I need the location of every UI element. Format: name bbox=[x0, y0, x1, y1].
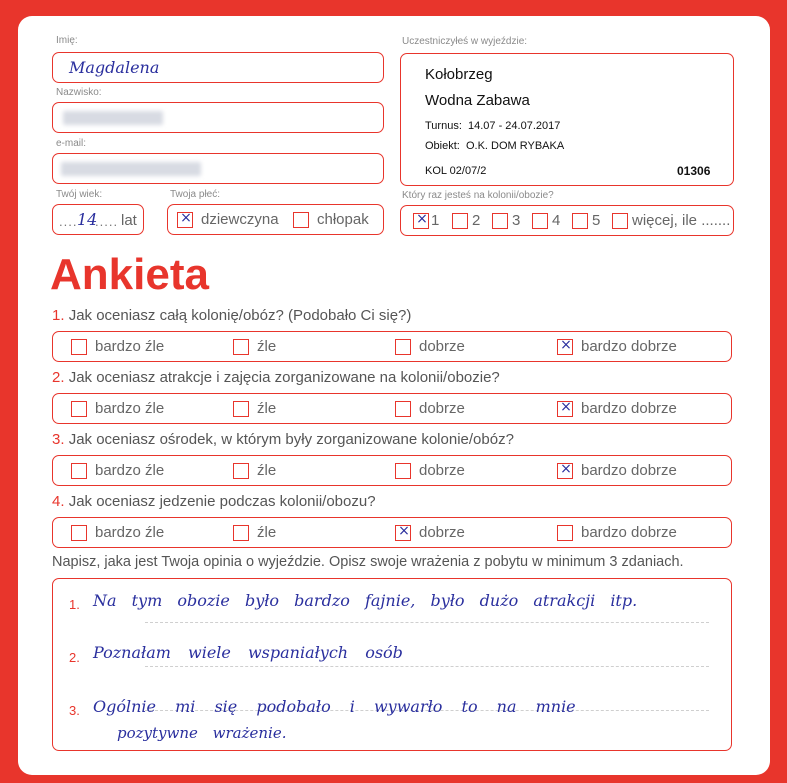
rating-checkbox[interactable] bbox=[71, 525, 87, 541]
trip-info-box bbox=[400, 53, 734, 186]
check-mark-icon: × bbox=[560, 337, 572, 353]
answer-number-3: 3. bbox=[69, 703, 80, 718]
rating-option-label: bardzo źle bbox=[95, 524, 165, 541]
rating-checkbox[interactable] bbox=[395, 525, 411, 541]
times-option-1: 1 bbox=[431, 212, 440, 229]
question-4 bbox=[52, 493, 376, 510]
times-checkbox-3[interactable] bbox=[492, 213, 508, 229]
question-3-options bbox=[52, 455, 732, 486]
times-checkbox-4[interactable] bbox=[532, 213, 548, 229]
rating-checkbox[interactable] bbox=[233, 401, 249, 417]
age-field[interactable]: .... 14 ..... lat bbox=[52, 204, 144, 235]
survey-title: Ankieta bbox=[50, 250, 209, 299]
rating-checkbox[interactable] bbox=[557, 339, 573, 355]
times-checkbox-5[interactable] bbox=[572, 213, 588, 229]
rating-option-label: źle bbox=[257, 462, 277, 479]
survey-card bbox=[18, 16, 770, 775]
times-field bbox=[400, 205, 734, 236]
rating-checkbox[interactable] bbox=[557, 525, 573, 541]
question-number: 3. bbox=[52, 431, 65, 448]
gender-checkbox-male[interactable] bbox=[293, 212, 309, 228]
surname-field[interactable] bbox=[52, 102, 384, 133]
surname-label: Nazwisko: bbox=[56, 87, 102, 98]
rating-checkbox[interactable] bbox=[395, 401, 411, 417]
rating-checkbox[interactable] bbox=[395, 463, 411, 479]
rating-option-label: bardzo źle bbox=[95, 338, 165, 355]
answer-number-2: 2. bbox=[69, 650, 80, 665]
question-text: Jak oceniasz całą kolonię/obóz? (Podobało Ci się?) bbox=[68, 307, 412, 324]
name-field[interactable] bbox=[52, 52, 384, 83]
rating-option-label: bardzo dobrze bbox=[581, 338, 677, 355]
answer-3: Ogólnie mi się podobało i wywarło to na mnie bbox=[93, 697, 576, 716]
gender-option-female: dziewczyna bbox=[201, 211, 279, 228]
question-2-options bbox=[52, 393, 732, 424]
age-value: 14 bbox=[77, 210, 98, 229]
times-option-more: więcej, ile ....... bbox=[632, 212, 731, 229]
gender-label: Twoja płeć: bbox=[170, 189, 221, 200]
rating-option-label: dobrze bbox=[419, 400, 465, 417]
rating-checkbox[interactable] bbox=[71, 401, 87, 417]
rating-option-label: źle bbox=[257, 524, 277, 541]
rating-option-label: dobrze bbox=[419, 524, 465, 541]
rating-option-label: dobrze bbox=[419, 462, 465, 479]
times-option-2: 2 bbox=[472, 212, 481, 229]
rating-checkbox[interactable] bbox=[233, 339, 249, 355]
times-label: Który raz jesteś na kolonii/obozie? bbox=[402, 190, 554, 201]
gender-checkbox-female[interactable] bbox=[177, 212, 193, 228]
times-option-5: 5 bbox=[592, 212, 601, 229]
rating-option-label: bardzo dobrze bbox=[581, 524, 677, 541]
trip-turnus: Turnus: 14.07 - 24.07.2017 bbox=[425, 120, 561, 132]
check-mark-icon: × bbox=[560, 461, 572, 477]
answer-2: Poznałam wiele wspaniałych osób bbox=[93, 643, 403, 662]
times-option-3: 3 bbox=[512, 212, 521, 229]
surname-redacted bbox=[63, 111, 163, 125]
trip-number: 01306 bbox=[677, 164, 711, 178]
email-field[interactable] bbox=[52, 153, 384, 184]
rating-checkbox[interactable] bbox=[71, 463, 87, 479]
question-number: 4. bbox=[52, 493, 65, 510]
question-4-options bbox=[52, 517, 732, 548]
question-text: Jak oceniasz ośrodek, w którym były zorganizowane kolonie/obóz? bbox=[68, 431, 514, 448]
times-option-4: 4 bbox=[552, 212, 561, 229]
rating-checkbox[interactable] bbox=[233, 463, 249, 479]
rating-option-label: bardzo źle bbox=[95, 400, 165, 417]
trip-code: KOL 02/07/2 bbox=[425, 165, 487, 177]
question-number: 2. bbox=[52, 369, 65, 386]
answer-number-1: 1. bbox=[69, 597, 80, 612]
answer-3-continuation: pozytywne wrażenie. bbox=[117, 724, 287, 742]
question-text: Jak oceniasz atrakcje i zajęcia zorganizowane na kolonii/obozie? bbox=[68, 369, 500, 386]
rating-option-label: bardzo dobrze bbox=[581, 400, 677, 417]
email-label: e-mail: bbox=[56, 138, 87, 149]
rating-checkbox[interactable] bbox=[233, 525, 249, 541]
rating-checkbox[interactable] bbox=[557, 463, 573, 479]
rating-option-label: źle bbox=[257, 338, 277, 355]
age-label: Twój wiek: bbox=[56, 189, 103, 200]
rating-checkbox[interactable] bbox=[557, 401, 573, 417]
gender-field bbox=[167, 204, 384, 235]
rating-checkbox[interactable] bbox=[71, 339, 87, 355]
check-mark-icon: × bbox=[398, 523, 410, 539]
check-mark-icon: × bbox=[560, 399, 572, 415]
times-checkbox-1[interactable] bbox=[413, 213, 429, 229]
trip-city: Kołobrzeg bbox=[425, 66, 493, 83]
opinion-prompt: Napisz, jaka jest Twoja opinia o wyjeździe. Opisz swoje wrażenia z pobytu w minimum 3 zdaniach. bbox=[52, 554, 684, 570]
question-1-options bbox=[52, 331, 732, 362]
email-redacted bbox=[61, 162, 201, 176]
rating-checkbox[interactable] bbox=[395, 339, 411, 355]
trip-program: Wodna Zabawa bbox=[425, 92, 530, 109]
rating-option-label: źle bbox=[257, 400, 277, 417]
question-3 bbox=[52, 431, 514, 448]
question-text: Jak oceniasz jedzenie podczas kolonii/obozu? bbox=[68, 493, 376, 510]
opinion-box[interactable] bbox=[52, 578, 732, 751]
participant-label: Uczestniczyłeś w wyjeździe: bbox=[402, 36, 528, 47]
question-2 bbox=[52, 369, 500, 386]
answer-1: Na tym obozie było bardzo fajnie, było dużo atrakcji itp. bbox=[93, 591, 638, 610]
times-checkbox-2[interactable] bbox=[452, 213, 468, 229]
check-mark-icon: × bbox=[180, 210, 192, 226]
question-1 bbox=[52, 307, 411, 324]
rating-option-label: bardzo dobrze bbox=[581, 462, 677, 479]
gender-option-male: chłopak bbox=[317, 211, 369, 228]
trip-obiekt: Obiekt: O.K. DOM RYBAKA bbox=[425, 140, 565, 152]
rating-option-label: bardzo źle bbox=[95, 462, 165, 479]
rating-option-label: dobrze bbox=[419, 338, 465, 355]
question-number: 1. bbox=[52, 307, 65, 324]
name-value: Magdalena bbox=[69, 58, 160, 77]
name-label: Imię: bbox=[56, 35, 78, 46]
age-unit: lat bbox=[121, 212, 137, 229]
times-checkbox-more[interactable] bbox=[612, 213, 628, 229]
check-mark-icon: × bbox=[416, 211, 428, 227]
